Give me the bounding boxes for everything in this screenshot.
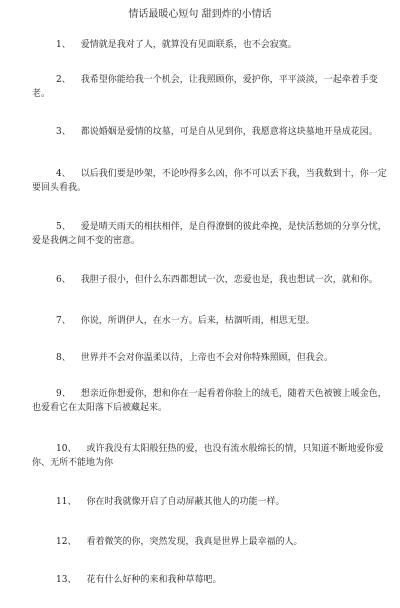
- item-number: 4、: [56, 169, 71, 179]
- item-number: 3、: [56, 127, 71, 137]
- item-text: 花有什么好种的来和我种草莓吧。: [86, 575, 222, 585]
- list-item: [32, 535, 387, 549]
- item-text: 以后我们要是吵架，不论吵得多么凶，你不可以丢下我，当我数到十，你一定要回头看我。: [32, 169, 387, 193]
- item-text: 或许我没有太阳般狂热的爱，也没有流水般绵长的情，只知道不断地爱你爱你、无所不能地为你: [32, 444, 384, 468]
- item-number: 9、: [56, 389, 71, 399]
- item-number: 13、: [56, 575, 77, 585]
- item-number: 6、: [56, 275, 71, 285]
- item-number: 11、: [56, 497, 77, 507]
- item-text: 看着微笑的你，突然发现，我真是世界上最幸福的人。: [86, 537, 303, 547]
- item-text: 爱是晴天雨天的相扶相伴，是自得潦倒的彼此牵挽，是快活愁烦的分享分忧，爱是我俩之间不变的密意。: [32, 222, 387, 246]
- list-item: [32, 167, 387, 195]
- item-number: 7、: [56, 316, 71, 326]
- item-text: 我胆子很小，但什么东西都想试一次，恋爱也是，我也想试一次，就和你。: [80, 275, 378, 285]
- list-item: [32, 387, 387, 415]
- item-number: 10、: [56, 444, 77, 454]
- item-number: 8、: [56, 353, 71, 363]
- item-text: 我希望你能给我一个机会，让我照顾你，爱护你，平平淡淡，一起牵着手变老。: [32, 75, 378, 99]
- item-text: 都说婚姻是爱情的坟墓，可是自从见到你，我愿意将这块墓地开垦成花园。: [80, 127, 378, 137]
- list-item: [32, 220, 387, 248]
- list-item: [32, 314, 387, 328]
- list-item: [32, 495, 387, 509]
- item-text: 想亲近你想爱你，想和你在一起看着你脸上的绒毛，随着天色被镀上暖金色，也爱看它在太阳落下后被藏起来。: [32, 389, 387, 413]
- list-item: [32, 73, 387, 101]
- list-item: [32, 125, 387, 139]
- list-item: [32, 38, 387, 52]
- item-number: 5、: [56, 222, 71, 232]
- list-item: [32, 351, 387, 365]
- document-title: 情话最暖心短句 甜到炸的小情话: [128, 9, 272, 20]
- item-text: 世界并不会对你温柔以待，上帝也不会对你特殊照顾，但我会。: [80, 353, 333, 363]
- list-item: [32, 442, 387, 470]
- item-text: 你在时我就像开启了自动屏蔽其他人的功能一样。: [86, 497, 285, 507]
- item-text: 你说，所谓伊人，在水一方。后来，枯涸听雨，相思无望。: [80, 316, 315, 326]
- list-item: [32, 273, 387, 287]
- item-text: 爱情就是我对了人，就算没有见面联系，也不会寂寞。: [80, 40, 297, 50]
- item-number: 12、: [56, 537, 77, 547]
- item-number: 1、: [56, 40, 71, 50]
- item-number: 2、: [56, 75, 71, 85]
- list-item: [32, 573, 387, 587]
